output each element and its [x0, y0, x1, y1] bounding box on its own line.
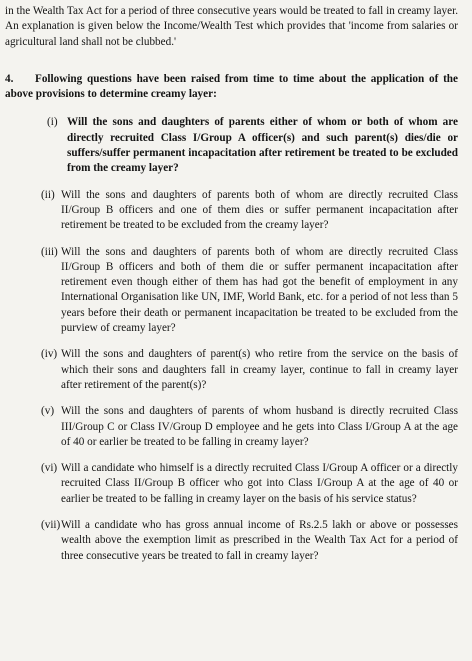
question-text: Will a candidate who himself is a directly recruited Class I/Group A officer or a directly recruited Class II/Group B officer who got into Class I/Group A at the age of 40 or earlier be treated to be falling in creamy layer on the basis of his service status? [61, 462, 458, 505]
intro-paragraph: in the Wealth Tax Act for a period of three consecutive years would be treated to fall in creamy layer. An explanation is given below the Income/Wealth Test which provides that 'income from salaries or agricultural land shall not be clubbed.' [5, 5, 458, 48]
question-label: (v) [41, 405, 55, 418]
question-text: Will the sons and daughters of parents either of whom or both of whom are directly recruited Class I/Group A officer(s) and such parent(s) dies/die or suffers/suffer permanent incapacitation after retirement be treated to be excluded from the creamy layer? [67, 116, 458, 175]
question-text: Will a candidate who has gross annual income of Rs.2.5 lakh or above or possesses wealth above the exemption limit as prescribed in the Wealth Tax Act for a period of three consecutive years be treated to fall in creamy layer? [61, 519, 458, 562]
question-label: (iv) [41, 348, 58, 361]
question-label: (vi) [41, 462, 58, 475]
question-item [5, 188, 458, 234]
section-heading-text: Following questions have been raised from time to time about the application of the above provisions to determine creamy layer: [5, 72, 458, 101]
section-heading [5, 72, 458, 103]
question-item [5, 347, 458, 393]
question-label: (vii) [41, 519, 61, 532]
section-number: 4. [5, 72, 14, 85]
question-item [11, 115, 458, 176]
question-text: Will the sons and daughters of parent(s) who retire from the service on the basis of which their sons and daughters fall in creamy layer, continue to fall in creamy layer after retirement of the parent(s)? [61, 348, 458, 391]
question-item [5, 245, 458, 337]
question-text: Will the sons and daughters of parents both of whom are directly recruited Class II/Group B officers and one of them dies or suffer permanent incapacitation after retirement be treated to be excluded from the creamy layer? [61, 188, 458, 232]
question-label: (i) [47, 116, 58, 129]
question-item [5, 518, 458, 564]
question-text: Will the sons and daughters of parents both of whom are directly recruited Class II/Group B officers and both of them die or suffer permanent incapacitation after retirement even though either of them has had got the benefit of employment in any International Organisation like UN, IMF, World Bank, etc. for a period of not less than 5 years before their death or permanent incapacitation be treated to be excluded from the purview of creamy layer? [61, 245, 458, 335]
question-item [5, 461, 458, 507]
question-item [5, 404, 458, 450]
question-label: (iii) [41, 245, 58, 258]
question-text: Will the sons and daughters of parents of whom husband is directly recruited Class III/Group C or Class IV/Group D employee and he gets into Class I/Group A at the age of 40 or earlier be treated to be falling in creamy layer? [61, 405, 458, 448]
question-label: (ii) [41, 188, 55, 201]
